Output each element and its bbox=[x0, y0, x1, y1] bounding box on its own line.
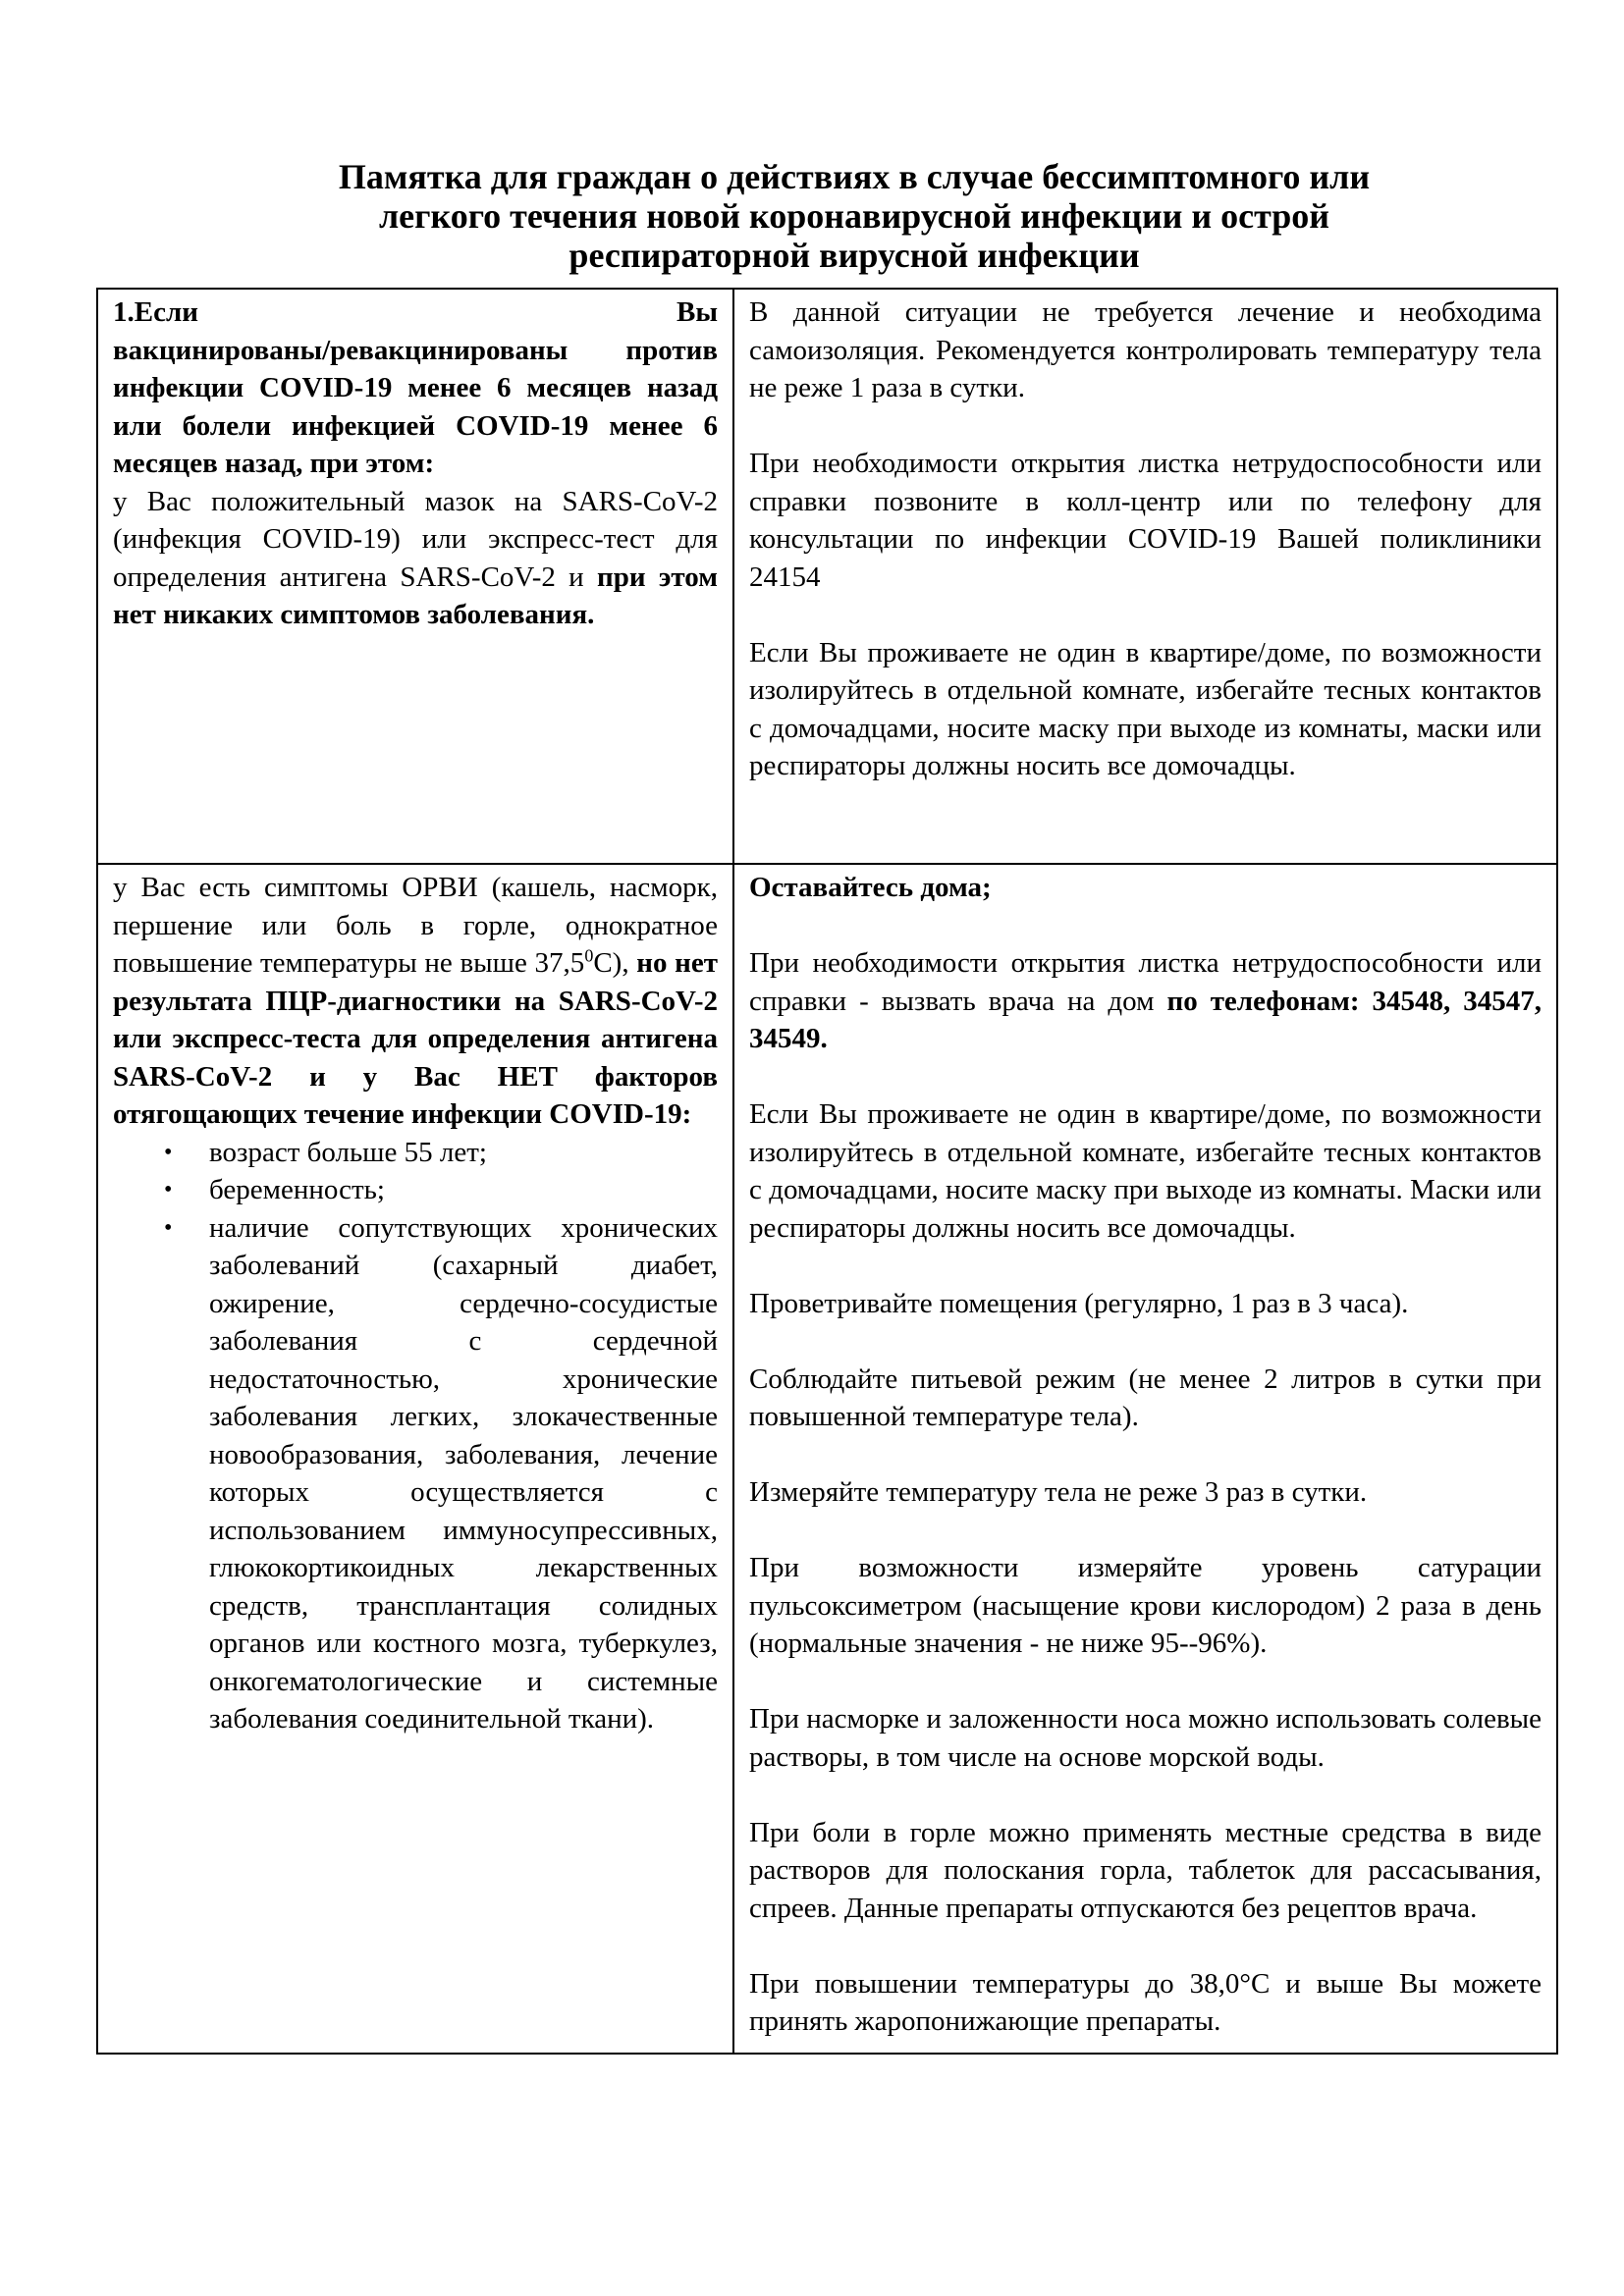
row2-condition-cell bbox=[97, 864, 733, 2054]
row1-condition-bold: вакцинированы/ревакцинированы против инфекции COVID-19 менее 6 месяцев назад или болели инфекцией COVID-19 менее 6 месяцев назад, при этом: bbox=[113, 334, 718, 479]
risk-factor-text: наличие сопутствующих хронических заболеваний (сахарный диабет, ожирение, сердечно-сосудистые заболевания с сердечной недостаточностью, хронические заболевания легких, злокачественные новообразования, заболевания, лечение которых осуществляется с использованием иммуносупрессивных, глюкокортикоидных лекарственных средств, трансплантация солидных органов или костного мозга, туберкулез, онкогематологические и системные заболевания соединительной ткани). bbox=[209, 1211, 718, 1735]
row1-action-p1: В данной ситуации не требуется лечение и необходима самоизоляция. Рекомендуется контролировать температуру тела не реже 1 раза в сутки. bbox=[749, 296, 1542, 403]
row1-number-tail: Вы bbox=[677, 296, 718, 328]
row1-condition-text bbox=[113, 294, 718, 634]
bullet-icon: • bbox=[164, 1177, 173, 1202]
row2-condition-intro-tail: С), bbox=[593, 947, 637, 979]
degree-superscript: 0 bbox=[584, 945, 594, 966]
title-line-1: Памятка для граждан о действиях в случае бессимптомного или bbox=[338, 157, 1371, 196]
table-row bbox=[97, 289, 1557, 864]
risk-factor-text: возраст больше 55 лет; bbox=[209, 1136, 487, 1168]
row1-heading-line bbox=[113, 294, 718, 332]
risk-factor-text: беременность; bbox=[209, 1174, 385, 1205]
row1-condition-bold-tail: при этом нет никаких симптомов заболевания. bbox=[113, 561, 718, 630]
row2-action-p3: Если Вы проживаете не один в квартире/доме, по возможности изолируйтесь в отдельной комнате, избегайте тесных контактов с домочадцами, носите маску при выходе из комнаты. Маски или респираторы должны носить все домочадцы. bbox=[749, 1098, 1542, 1244]
table-row bbox=[97, 864, 1557, 2054]
row2-action-p2-text: При необходимости открытия листка нетрудоспособности или справки - вызвать врача на дом bbox=[749, 947, 1542, 1017]
list-item bbox=[113, 1171, 718, 1209]
row1-number: 1.Если bbox=[113, 296, 198, 328]
row1-condition-normal: у Вас положительный мазок на SARS-CoV-2 (инфекция COVID-19) или экспресс-тест для определения антигена SARS-CoV-2 и bbox=[113, 485, 718, 593]
row2-action-p6: Измеряйте температуру тела не реже 3 раз в сутки. bbox=[749, 1476, 1368, 1508]
list-item bbox=[113, 1209, 718, 1738]
bullet-icon: • bbox=[164, 1214, 173, 1241]
row2-action-p9: При боли в горле можно применять местные средства в виде растворов для полоскания горла, таблеток для рассасывания, спреев. Данные препараты отпускаются без рецептов врача. bbox=[749, 1816, 1542, 1924]
row2-phone-numbers: по телефонам: 34548, 34547, 34549. bbox=[749, 985, 1542, 1054]
row2-condition-bold: но нет результата ПЦР-диагностики на SARS-CoV-2 или экспресс-теста для определения антигена SARS-CoV-2 и у Вас НЕТ факторов отягощающих течение инфекции COVID-19: bbox=[113, 947, 718, 1130]
row1-condition-cell bbox=[97, 289, 733, 864]
row2-action-p2 bbox=[749, 944, 1542, 1058]
memo-table bbox=[96, 288, 1558, 2055]
title-line-3: респираторной вирусной инфекции bbox=[568, 236, 1140, 275]
row2-action-cell bbox=[733, 864, 1557, 2054]
row2-action-p7: При возможности измеряйте уровень сатурации пульсоксиметром (насыщение крови кислородом) 2 раза в день (нормальные значения - не ниже 95--96%). bbox=[749, 1552, 1542, 1659]
row2-action-p8: При насморке и заложенности носа можно использовать солевые растворы, в том числе на основе морской воды. bbox=[749, 1703, 1543, 1773]
row2-condition-text bbox=[113, 869, 718, 1134]
list-item bbox=[113, 1134, 718, 1172]
row2-action-p4: Проветривайте помещения (регулярно, 1 раз в 3 часа). bbox=[749, 1287, 1409, 1319]
row2-action-p1: Оставайтесь дома; bbox=[749, 872, 992, 903]
document-title bbox=[236, 157, 1473, 275]
row2-condition-intro: у Вас есть симптомы ОРВИ (кашель, насморк, першение или боль в горле, однократное повышение температуры не выше 37,5 bbox=[113, 872, 718, 979]
bullet-icon: • bbox=[164, 1139, 173, 1165]
row1-action-cell bbox=[733, 289, 1557, 864]
row1-action-p2: При необходимости открытия листка нетрудоспособности или справки позвоните в колл-центр или по телефону для консультации по инфекции COVID-19 Вашей поликлиники 24154 bbox=[749, 448, 1542, 593]
row2-action-p10: При повышении температуры до 38,0°С и выше Вы можете принять жаропонижающие препараты. bbox=[749, 1967, 1542, 2037]
row2-action-p5: Соблюдайте питьевой режим (не менее 2 литров в сутки при повышенной температуре тела). bbox=[749, 1362, 1542, 1432]
title-line-2: легкого течения новой коронавирусной инфекции и острой bbox=[378, 196, 1330, 236]
row1-action-p3: Если Вы проживаете не один в квартире/доме, по возможности изолируйтесь в отдельной комнате, избегайте тесных контактов с домочадцами, носите маску при выходе из комнаты, маски или респираторы должны носить все домочадцы. bbox=[749, 636, 1542, 781]
risk-factors-list bbox=[113, 1134, 718, 1738]
